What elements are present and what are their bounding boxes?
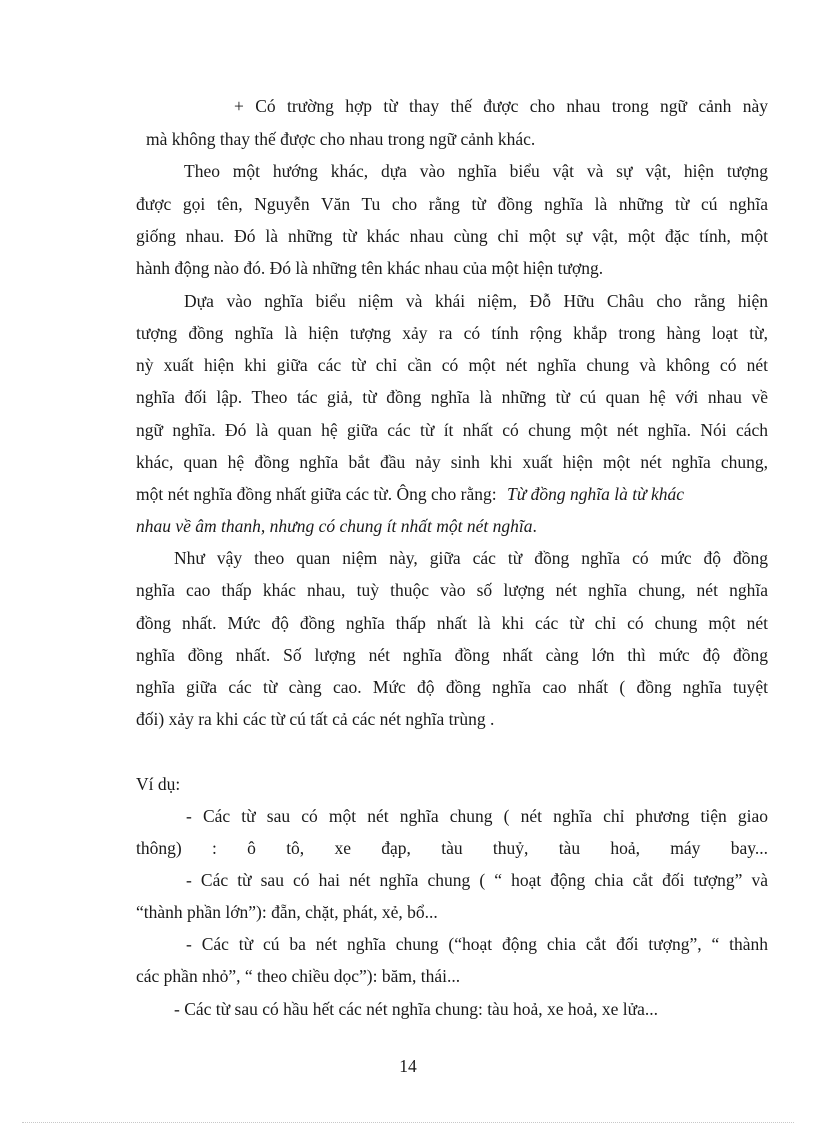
text-line: Ví dụ: <box>136 774 181 794</box>
text-line: nghĩa đối lập. Theo tác giả, từ đồng nghĩa là những từ cú quan hệ với nhau về <box>136 387 768 407</box>
text-line: giống nhau. Đó là những từ khác nhau cùng chỉ một sự vật, một đặc tính, một <box>136 226 768 246</box>
text-line: nỳ xuất hiện khi giữa các từ chỉ cần có một nét nghĩa chung và không có nét <box>136 355 768 375</box>
text-line: “thành phần lớn”): đẵn, chặt, phát, xẻ, bổ... <box>136 902 438 922</box>
text-line: các phần nhỏ”, “ theo chiều dọc”): băm, thái... <box>136 966 461 986</box>
text-line: - Các từ cú ba nét nghĩa chung (“hoạt động chia cắt đối tượng”, “ thành <box>186 934 768 954</box>
text-line: Như vậy theo quan niệm này, giữa các từ đồng nghĩa có mức độ đồng <box>174 548 768 568</box>
text-line: khác, quan hệ đồng nghĩa bắt đầu nảy sinh khi xuất hiện một nét nghĩa chung, <box>136 452 768 472</box>
text-line: ngữ nghĩa. Đó là quan hệ giữa các từ ít nhất có chung một nét nghĩa. Nói cách <box>136 420 768 440</box>
text-line: hành động nào đó. Đó là những tên khác nhau của một hiện tượng. <box>136 258 604 278</box>
text-line <box>136 482 684 506</box>
text-line: - Các từ sau có hầu hết các nét nghĩa chung: tàu hoả, xe hoả, xe lửa... <box>174 999 659 1019</box>
text-line: tượng đồng nghĩa là hiện tượng xảy ra có tính rộng khắp trong hàng loạt từ, <box>136 323 768 343</box>
text-segment: . <box>532 516 537 536</box>
text-line: đồng nhất. Mức độ đồng nghĩa thấp nhất là khi các từ chỉ có chung một nét <box>136 613 768 633</box>
text-line: mà không thay thế được cho nhau trong ngữ cảnh khác. <box>146 129 536 149</box>
text-line: - Các từ sau có hai nét nghĩa chung ( “ hoạt động chia cắt đối tượng” và <box>186 870 768 890</box>
text-segment: một nét nghĩa đồng nhất giữa các từ. Ông cho rằng: <box>136 484 497 504</box>
quote-text: nhau về âm thanh, nhưng có chung ít nhất một nét nghĩa <box>136 516 533 536</box>
text-line: Theo một hướng khác, dựa vào nghĩa biểu vật và sự vật, hiện tượng <box>184 161 768 181</box>
text-line: thông) : ô tô, xe đạp, tàu thuỷ, tàu hoả, máy bay... <box>136 838 768 858</box>
text-line: - Các từ sau có một nét nghĩa chung ( nét nghĩa chỉ phương tiện giao <box>186 806 768 826</box>
text-line <box>136 514 537 538</box>
text-line: Dựa vào nghĩa biểu niệm và khái niệm, Đỗ Hữu Châu cho rằng hiện <box>184 291 768 311</box>
quote-text: Từ đồng nghĩa là từ khác <box>507 484 685 504</box>
text-line: nghĩa giữa các từ càng cao. Mức độ đồng nghĩa cao nhất ( đồng nghĩa tuyệt <box>136 677 768 697</box>
text-line: nghĩa đồng nhất. Số lượng nét nghĩa đồng nhất càng lớn thì mức độ đồng <box>136 645 768 665</box>
page-number: 14 <box>399 1056 417 1076</box>
text-line: nghĩa cao thấp khác nhau, tuỳ thuộc vào số lượng nét nghĩa chung, nét nghĩa <box>136 580 768 600</box>
text-line: được gọi tên, Nguyễn Văn Tu cho rằng từ đồng nghĩa là những từ cú nghĩa <box>136 194 768 214</box>
text-line: + Có trường hợp từ thay thế được cho nhau trong ngữ cảnh này <box>234 96 768 116</box>
text-line: đối) xảy ra khi các từ cú tất cả các nét nghĩa trùng . <box>136 709 495 729</box>
